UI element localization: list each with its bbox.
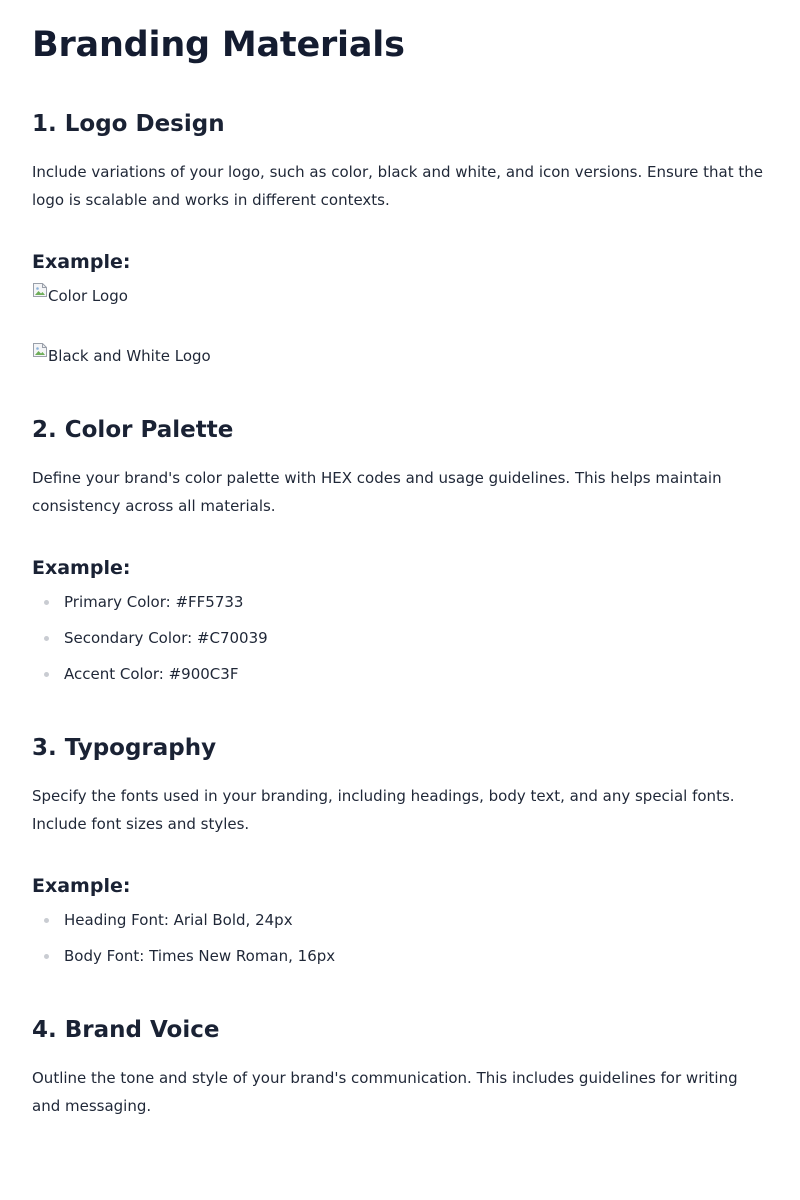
section-logo-design: [32, 108, 768, 370]
black-and-white-logo-image: [32, 342, 768, 370]
list-item: Heading Font: Arial Bold, 24px: [32, 906, 768, 934]
image-alt-text: Color Logo: [48, 287, 128, 305]
example-label: Example:: [32, 557, 131, 579]
list-item: Secondary Color: #C70039: [32, 624, 768, 652]
section-body: Define your brand's color palette with HEX codes and usage guidelines. This helps maintain consistency across all materials.: [32, 469, 722, 515]
section-body: Specify the fonts used in your branding, including headings, body text, and any special fonts. Include font sizes and styles.: [32, 787, 735, 833]
color-logo-image: [32, 282, 768, 310]
font-list: [32, 906, 768, 970]
list-item: Body Font: Times New Roman, 16px: [32, 942, 768, 970]
section-typography: [32, 732, 768, 970]
section-color-palette: [32, 414, 768, 688]
logo-images: [32, 282, 768, 370]
example-label: Example:: [32, 251, 131, 273]
example-label: Example:: [32, 875, 131, 897]
section-heading: 3. Typography: [32, 735, 217, 761]
section-body: Outline the tone and style of your brand's communication. This includes guidelines for writing and messaging.: [32, 1069, 738, 1115]
list-item: Accent Color: #900C3F: [32, 660, 768, 688]
section-body: Include variations of your logo, such as color, black and white, and icon versions. Ensure that the logo is scalable and works in different contexts.: [32, 163, 763, 209]
page-title: Branding Materials: [32, 25, 405, 65]
broken-image-icon: [32, 282, 48, 298]
image-alt-text: Black and White Logo: [48, 347, 211, 365]
section-brand-voice: [32, 1014, 768, 1120]
section-heading: 4. Brand Voice: [32, 1017, 220, 1043]
section-heading: 1. Logo Design: [32, 111, 225, 137]
color-list: [32, 588, 768, 688]
section-heading: 2. Color Palette: [32, 417, 234, 443]
broken-image-icon: [32, 342, 48, 358]
list-item: Primary Color: #FF5733: [32, 588, 768, 616]
